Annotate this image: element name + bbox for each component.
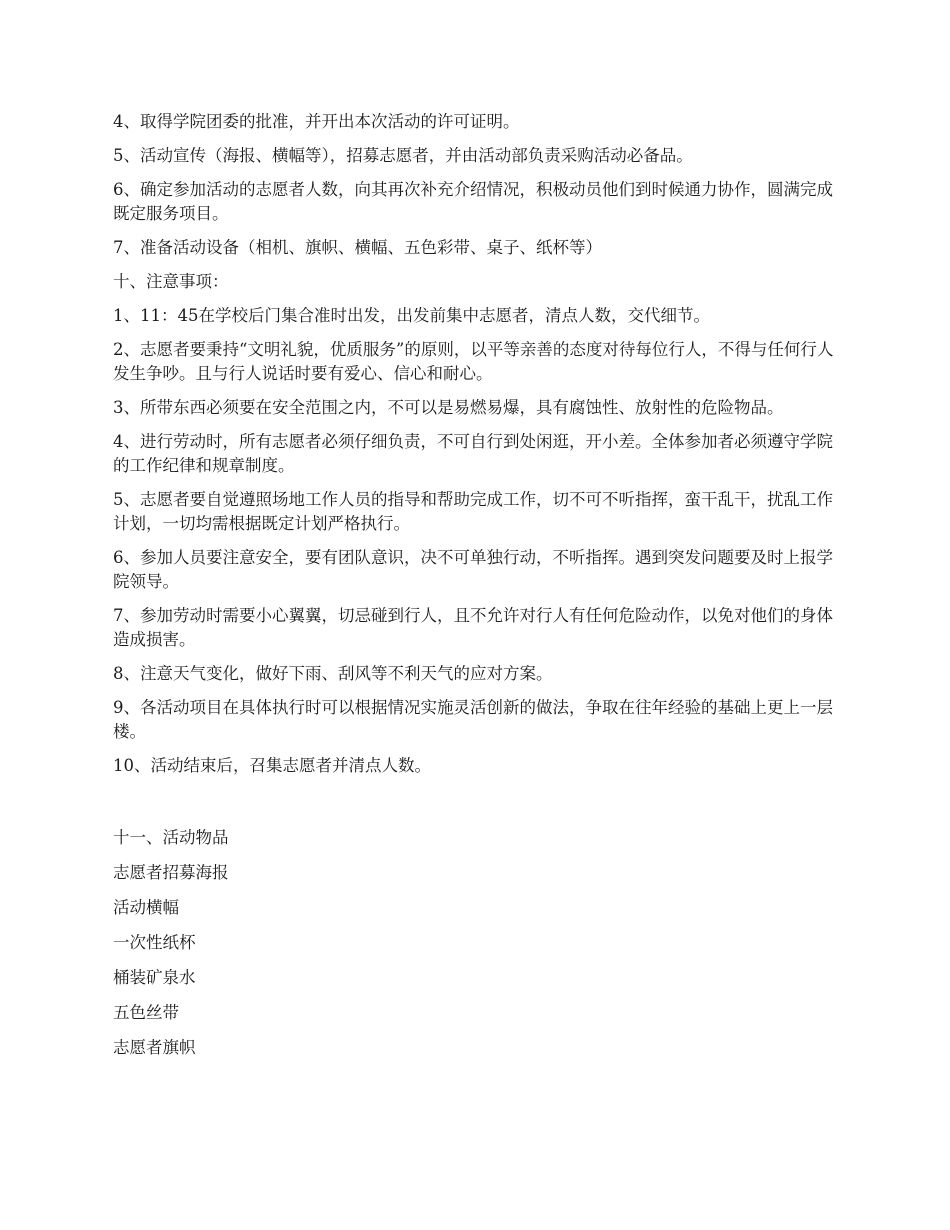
note-item-3: 3、所带东西必须要在安全范围之内，不可以是易燃易爆，具有腐蚀性、放射性的危险物品。 (113, 398, 784, 417)
note-item-7: 7、参加劳动时需要小心翼翼，切忌碰到行人，且不允许对行人有任何危险动作，以免对他们的身体造成损害。 (113, 606, 833, 649)
supply-item: 志愿者招募海报 (113, 863, 229, 882)
note-item-6: 6、参加人员要注意安全，要有团队意识，决不可单独行动，不听指挥。遇到突发问题要及时上报学院领导。 (113, 548, 833, 591)
note-item-1: 1、11：45在学校后门集合准时出发，出发前集中志愿者，清点人数，交代细节。 (113, 306, 710, 325)
paragraph-publicity: 5、活动宣传（海报、横幅等），招募志愿者，并由活动部负责采购活动必备品。 (113, 146, 693, 165)
note-item-5: 5、志愿者要自觉遵照场地工作人员的指导和帮助完成工作，切不可不听指挥，蛮干乱干，扰乱工作计划，一切均需根据既定计划严格执行。 (113, 490, 833, 533)
spacer (113, 788, 835, 826)
supply-item: 志愿者旗帜 (113, 1038, 196, 1057)
supply-item: 活动横幅 (113, 898, 179, 917)
note-item-9: 9、各活动项目在具体执行时可以根据情况实施灵活创新的做法，争取在往年经验的基础上更上一层楼。 (113, 698, 833, 741)
note-item-8: 8、注意天气变化，做好下雨、刮风等不利天气的应对方案。 (113, 664, 553, 683)
note-item-4: 4、进行劳动时，所有志愿者必须仔细负责，不可自行到处闲逛，开小差。全体参加者必须遵守学院的工作纪律和规章制度。 (113, 432, 833, 475)
section-heading-supplies: 十一、活动物品 (113, 828, 229, 847)
paragraph-approval: 4、取得学院团委的批准，并开出本次活动的许可证明。 (113, 112, 520, 131)
document-page (113, 110, 835, 1071)
supply-item: 五色丝带 (113, 1003, 179, 1022)
note-item-2: 2、志愿者要秉持“文明礼貌，优质服务”的原则，以平等亲善的态度对待每位行人，不得与任何行人发生争吵。且与行人说话时要有爱心、信心和耐心。 (113, 340, 834, 383)
note-item-10: 10、活动结束后，召集志愿者并清点人数。 (113, 756, 431, 775)
paragraph-volunteer-count: 6、确定参加活动的志愿者人数，向其再次补充介绍情况，积极动员他们到时候通力协作，圆满完成既定服务项目。 (113, 180, 833, 223)
supply-item: 一次性纸杯 (113, 933, 196, 952)
section-heading-notes: 十、注意事项： (113, 272, 229, 291)
supply-item: 桶装矿泉水 (113, 968, 196, 987)
paragraph-equipment: 7、准备活动设备（相机、旗帜、横幅、五色彩带、桌子、纸杯等） (113, 238, 602, 257)
